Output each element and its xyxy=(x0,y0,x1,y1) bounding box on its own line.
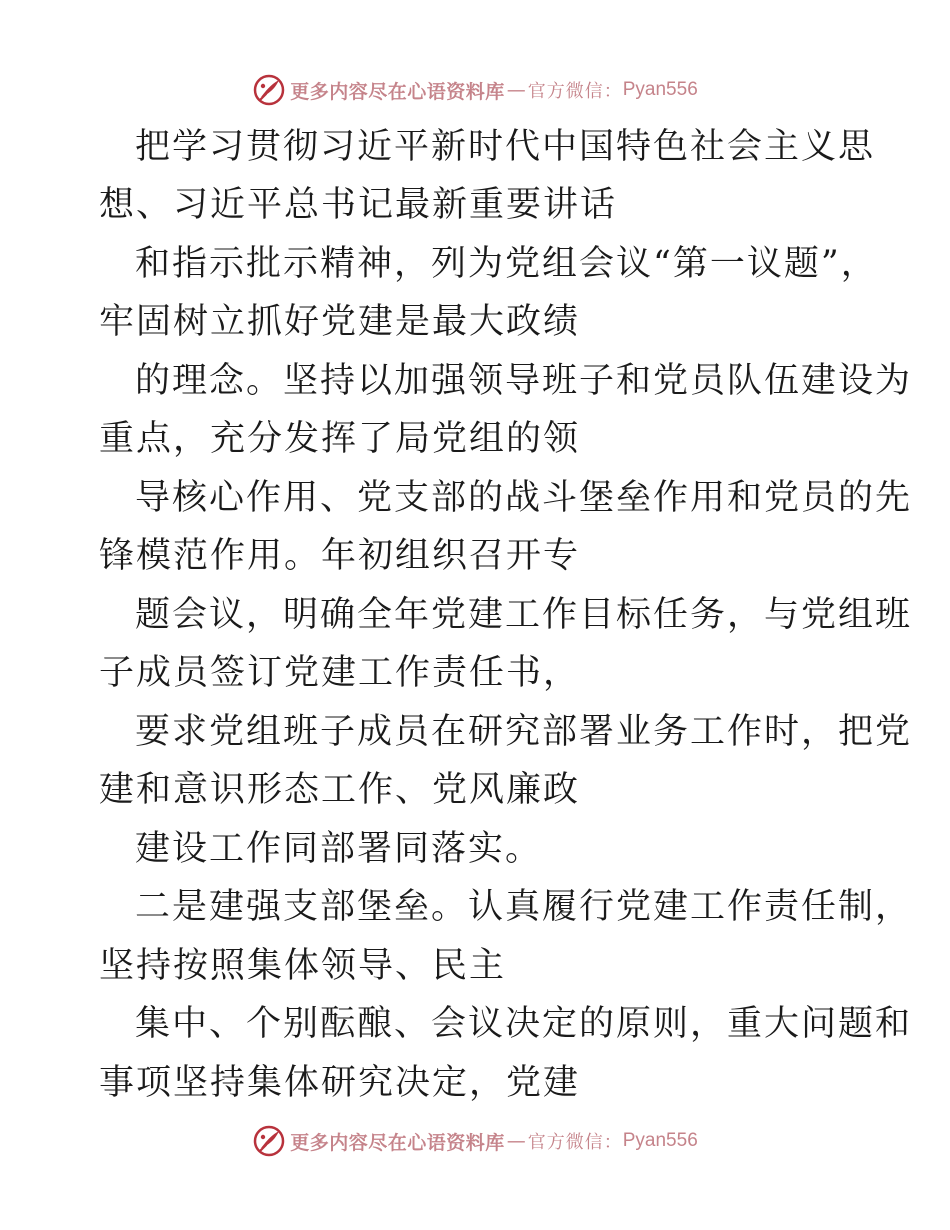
text-line: 要求党组班子成员在研究部署业务工作时，把党 xyxy=(135,712,913,752)
site-name: 更多内容尽在心语资料库 xyxy=(290,80,505,103)
text-line: 建设工作同部署同落实。 xyxy=(135,829,543,869)
official-label: 官方微信： xyxy=(527,1132,623,1153)
wechat-id: Pyan556 xyxy=(622,79,698,100)
site-name: 更多内容尽在心语资料库 xyxy=(290,1131,505,1154)
text-line: 集中、个别酝酿、会议决定的原则，重大问题和 xyxy=(135,1004,913,1044)
text-line: 锋模范作用。年初组织召开专 xyxy=(99,536,581,576)
wechat-id: Pyan556 xyxy=(622,1130,698,1151)
quill-logo-icon xyxy=(252,1124,286,1158)
text-line: 想、习近平总书记最新重要讲话 xyxy=(99,185,618,225)
text-line: 重点，充分发挥了局党组的领 xyxy=(99,419,581,459)
text-line: 题会议，明确全年党建工作目标任务，与党组班 xyxy=(135,595,913,635)
quill-logo-icon xyxy=(252,73,286,107)
text-line: 建和意识形态工作、党风廉政 xyxy=(99,770,581,810)
text-line: 和指示批示精神，列为党组会议“第一议题”， xyxy=(135,244,878,284)
banner-separator: — xyxy=(506,1130,526,1152)
header-banner xyxy=(0,70,950,110)
text-line: 事项坚持集体研究决定，党建 xyxy=(99,1063,581,1103)
banner-separator: — xyxy=(506,79,526,101)
text-line: 导核心作用、党支部的战斗堡垒作用和党员的先 xyxy=(135,478,913,518)
text-line: 子成员签订党建工作责任书， xyxy=(99,653,581,693)
footer-banner xyxy=(0,1121,950,1161)
text-line: 的理念。坚持以加强领导班子和党员队伍建设为 xyxy=(135,361,913,401)
official-label: 官方微信： xyxy=(527,81,623,102)
text-line: 把学习贯彻习近平新时代中国特色社会主义思 xyxy=(135,127,876,167)
text-line: 坚持按照集体领导、民主 xyxy=(99,946,507,986)
text-line: 二是建强支部堡垒。认真履行党建工作责任制， xyxy=(135,887,913,927)
text-line: 牢固树立抓好党建是最大政绩 xyxy=(99,302,581,342)
